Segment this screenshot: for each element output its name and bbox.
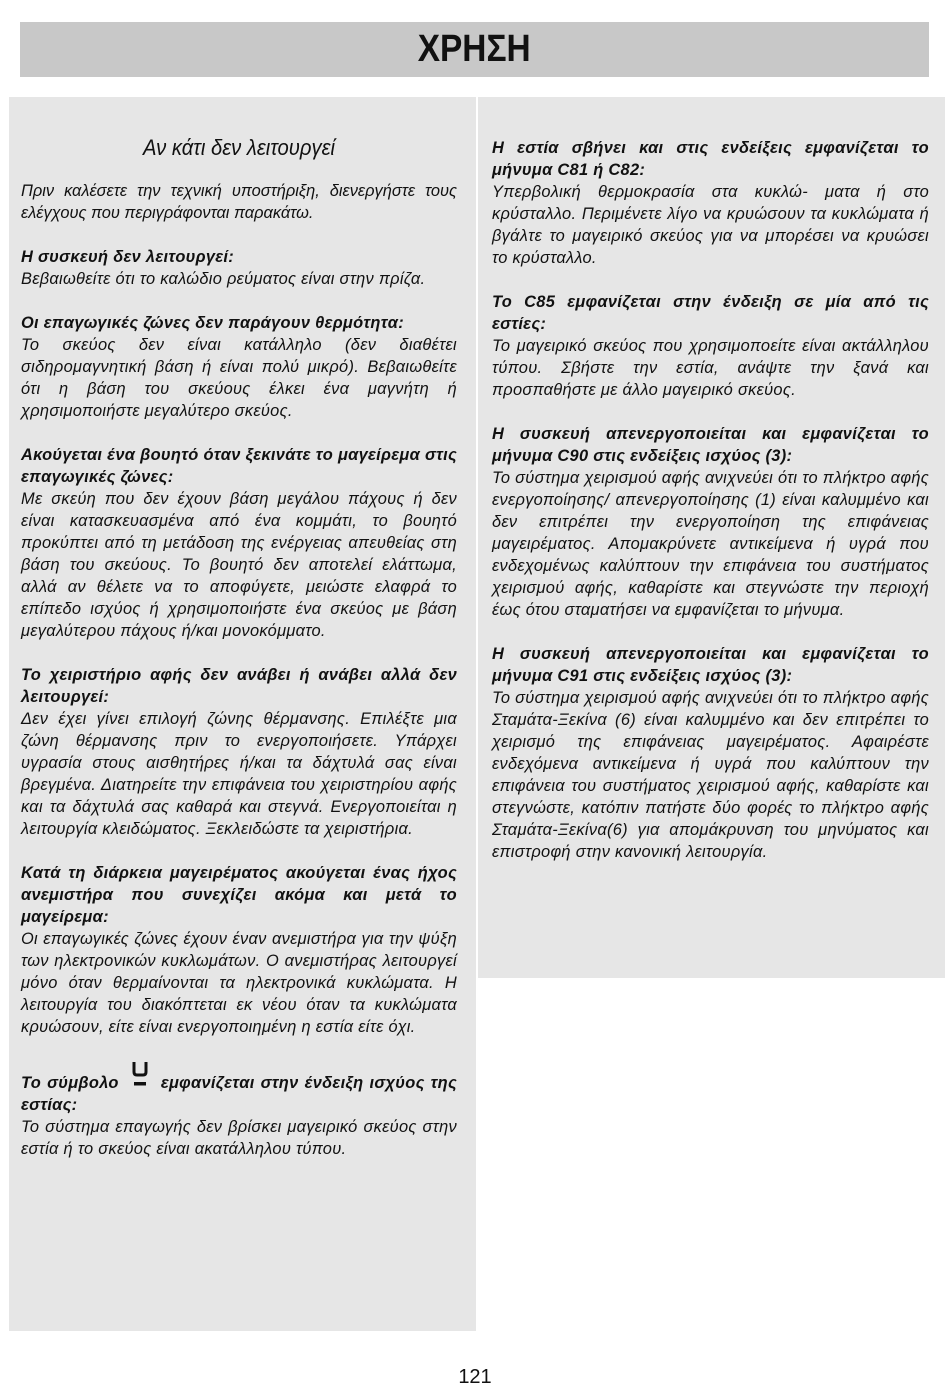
item-answer: Το σύστημα επαγωγής δεν βρίσκει μαγειρικό σκεύος στην εστία ή το σκεύος είναι ακατάλληλου τύπου. bbox=[21, 1118, 457, 1158]
item-question: Η εστία σβήνει και στις ενδείξεις εμφανίζεται το μήνυμα C81 ή C82: bbox=[492, 139, 929, 179]
intro-paragraph bbox=[21, 180, 457, 224]
right-column-panel bbox=[478, 97, 945, 978]
item-question: Οι επαγωγικές ζώνες δεν παράγουν θερμότητα: bbox=[21, 314, 404, 332]
section-title: Αν κάτι δεν λειτουργεί bbox=[142, 135, 335, 160]
troubleshooting-item bbox=[21, 444, 457, 642]
troubleshooting-item bbox=[21, 862, 457, 1038]
page-number: 121 bbox=[458, 1366, 492, 1388]
item-answer: Με σκεύη που δεν έχουν βάση μεγάλου πάχους ή δεν είναι κατασκευασμένα από ένα κομμάτι, το βουητό προκύπτει από τη μετάδοση της ενέργειας απευθείας στη βάση του σκεύους. Το βουητό δεν αποτελεί ελάττωμα, αλλά αν θέλετε να το αποφύγετε, μειώστε ελαφρά το επίπεδο ισχύος ή χρησιμοποιήστε ένα σκεύος με βάση μεγαλύτερου πάχους ή/και μονοκόμματο. bbox=[21, 490, 457, 640]
troubleshooting-item bbox=[21, 1068, 457, 1160]
troubleshooting-item bbox=[21, 664, 457, 840]
title-bar bbox=[20, 22, 929, 77]
item-answer: Το μαγειρικό σκεύος που χρησιμοποείτε είναι ακτάλληλου τύπου. Σβήστε την εστία, ανάψτε την ξανά και προσπαθήστε με άλλο μαγειρικό σκεύος. bbox=[492, 337, 929, 399]
intro-text: Πριν καλέσετε την τεχνική υποστήριξη, διενεργήστε τους ελέγχους που περιγράφονται παρακάτω. bbox=[21, 182, 457, 222]
left-column-panel bbox=[9, 97, 476, 1331]
item-answer: Το σύστημα χειρισμού αφής ανιχνεύει ότι το πλήκτρο αφής Σταμάτα-Ξεκίνα (6) είναι καλυμμένο και δεν επιτρέπει το χειρισμό της επιφάνειας μαγειρέματος. Αφαιρέστε ενδεχόμενα αντικείμενα ή υγρά που καλύπτουν την επιφάνεια του συστήματος χειρισμού αφής, καθαρίστε και στεγνώστε, κατόπιν πατήστε δύο φορές το πλήκτρο αφής Σταμάτα-Ξεκίνα(6) για απομάκρυνση του μηνύματος και επιστροφή στην κανονική λειτουργία. bbox=[492, 689, 929, 861]
item-question: Η συσκευή απενεργοποιείται και εμφανίζεται το μήνυμα C91 στις ενδείξεις ισχύος (3): bbox=[492, 645, 929, 685]
troubleshooting-item bbox=[492, 291, 929, 401]
item-answer: Υπερβολική θερμοκρασία στα κυκλώ- ματα ή στο κρύσταλλο. Περιμένετε λίγο να κρυώσουν τα κυκλώματα ή βγάλτε το μαγειρικό σκεύος για να μπορέσει να κρυώσει το κρύσταλλο. bbox=[492, 183, 929, 267]
troubleshooting-item bbox=[492, 137, 929, 269]
item-question: Η συσκευή απενεργοποιείται και εμφανίζεται το μήνυμα C90 στις ενδείξεις ισχύος (3): bbox=[492, 425, 929, 465]
page-title: ΧΡΗΣΗ bbox=[418, 28, 531, 70]
item-question: Κατά τη διάρκεια μαγειρέματος ακούγεται ένας ήχος ανεμιστήρα που συνεχίζει ακόμα και μετά το μαγείρεμα: bbox=[21, 864, 457, 926]
no-pan-indicator-icon bbox=[129, 1068, 151, 1090]
item-question: Ακούγεται ένα βουητό όταν ξεκινάτε το μαγείρεμα στις επαγωγικές ζώνες: bbox=[21, 446, 457, 486]
question-text-after-symbol: εμφανίζεται στην ένδειξη ισχύος της εστίας: bbox=[21, 1074, 457, 1114]
item-answer: Το σκεύος δεν είναι κατάλληλο (δεν διαθέτει σιδηρομαγνητική βάση ή είναι πολύ μικρό). Βεβαιωθείτε ότι η βάση του σκεύους έλκει ένα μαγνήτη ή χρησιμοποιήστε μεγαλύτερο σκεύος. bbox=[21, 336, 457, 420]
item-question: Το χειριστήριο αφής δεν ανάβει ή ανάβει αλλά δεν λειτουργεί: bbox=[21, 666, 457, 706]
troubleshooting-item bbox=[21, 312, 457, 422]
item-answer: Δεν έχει γίνει επιλογή ζώνης θέρμανσης. Επιλέξτε μια ζώνη θέρμανσης πριν το ενεργοποιήσετε. Υπάρχει υγρασία στους αισθητήρες ή/και τα δάχτυλά σας είναι βρεγμένα. Διατηρείτε την επιφάνεια του χειριστηρίου αφής και τα δάχτυλά σας καθαρά και στεγνά. Ενεργοποιείται η λειτουργία κλειδώματος. Ξεκλειδώστε τα χειριστήρια. bbox=[21, 710, 457, 838]
item-answer: Οι επαγωγικές ζώνες έχουν έναν ανεμιστήρα για την ψύξη των ηλεκτρονικών κυκλωμάτων. Ο ανεμιστήρας λειτουργεί μόνο όταν θερμαίνονται τα ηλεκτρονικά κυκλώματα. Η λειτουργία του διακόπτεται εκ νέου όταν τα κυκλώματα κρυώσουν, είτε είναι ενεργοποιημένη η εστία είτε όχι. bbox=[21, 930, 457, 1036]
item-answer: Το σύστημα χειρισμού αφής ανιχνεύει ότι το πλήκτρο αφής ενεργοποίησης/ απενεργοποίησης (1) είναι καλυμμένο και δεν επιτρέπει την ενεργοποίηση της επιφάνειας μαγειρέματος. Απομακρύνετε αντικείμενα ή υγρά που ενδεχομένως καλύπτουν την επιφάνεια του συστήματος χειρισμού αφής, καθαρίστε και στεγνώστε την περιοχή έως ότου σταματήσει να εμφανίζεται το μήνυμα. bbox=[492, 469, 929, 619]
troubleshooting-item bbox=[492, 643, 929, 863]
item-question bbox=[21, 1068, 457, 1116]
item-question: Το C85 εμφανίζεται στην ένδειξη σε μία από τις εστίες: bbox=[492, 293, 929, 333]
item-question: Η συσκευή δεν λειτουργεί: bbox=[21, 248, 235, 266]
troubleshooting-item bbox=[492, 423, 929, 621]
troubleshooting-item bbox=[21, 246, 457, 290]
item-answer: Βεβαιωθείτε ότι το καλώδιο ρεύματος είναι στην πρίζα. bbox=[21, 270, 426, 288]
question-text-before-symbol: Το σύμβολο bbox=[21, 1074, 119, 1092]
